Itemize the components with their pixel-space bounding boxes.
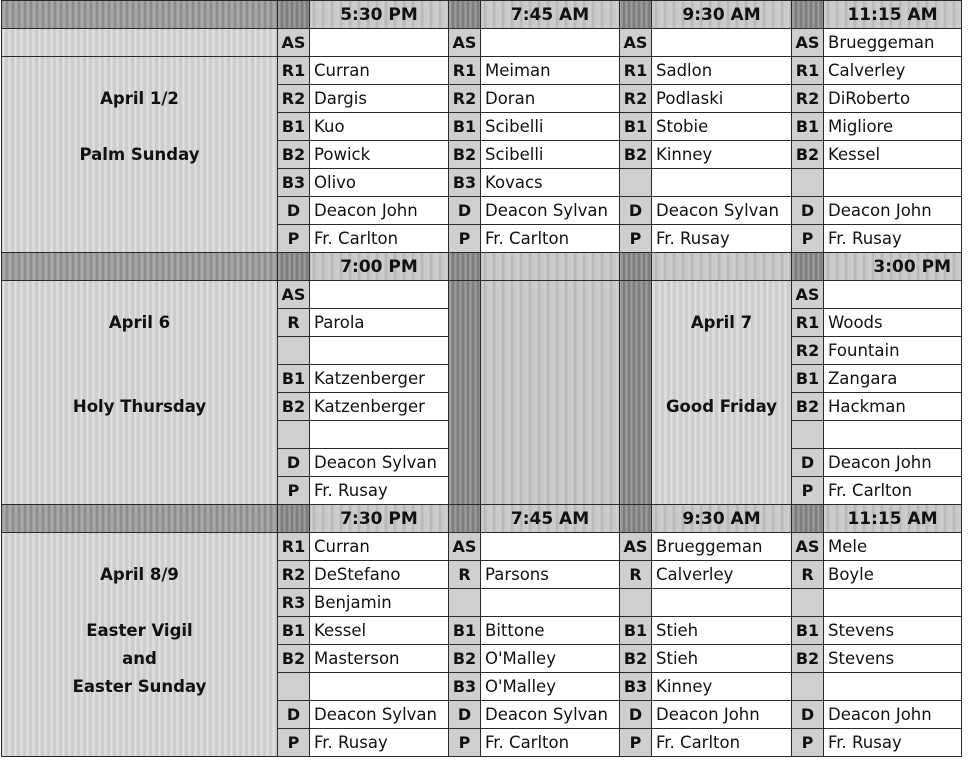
minister-name: Fr. Carlton [310,225,449,253]
role-code [449,589,481,617]
minister-name: Doran [481,85,620,113]
minister-name: Brueggeman [824,29,962,57]
minister-name: Powick [310,141,449,169]
date-label: April 1/2 [100,89,179,108]
minister-name: Woods [824,309,962,337]
header-rank-spacer [278,253,310,281]
role-code: B2 [620,141,652,169]
occasion-label: and [122,649,157,668]
role-code: D [278,449,310,477]
minister-name: Deacon Sylvan [481,197,620,225]
role-code [278,337,310,365]
table-row [2,29,962,57]
role-code: P [278,477,310,505]
date-label-cell [2,533,278,757]
occasion-label: April 8/9 [100,565,179,584]
minister-name: Stevens [824,617,962,645]
role-code: R [620,561,652,589]
unused-column [620,281,652,505]
role-code: R2 [792,337,824,365]
spacer [2,365,277,393]
role-code: P [792,729,824,757]
minister-name [481,533,620,561]
role-code [278,673,310,701]
minister-name: Fr. Rusay [310,729,449,757]
role-code [278,421,310,449]
header-rank-spacer [792,253,824,281]
minister-name [824,169,962,197]
minister-name: Kinney [652,141,792,169]
role-code: P [278,225,310,253]
minister-name: Bittone [481,617,620,645]
role-code: B2 [792,141,824,169]
role-code: D [278,701,310,729]
role-code: B1 [449,113,481,141]
role-code: D [792,449,824,477]
role-code: AS [792,281,824,309]
minister-name: Hackman [824,393,962,421]
schedule-body [2,1,962,757]
minister-name: O'Malley [481,673,620,701]
minister-name: Fr. Carlton [481,729,620,757]
role-code: B2 [792,393,824,421]
role-code: P [792,225,824,253]
spacer [2,337,277,365]
date-label-cell [2,57,278,253]
minister-name: Fr. Rusay [824,225,962,253]
minister-name [824,673,962,701]
minister-name: Deacon John [824,701,962,729]
minister-name: Scibelli [481,141,620,169]
role-code: B1 [620,617,652,645]
role-code: B3 [620,673,652,701]
minister-name: Katzenberger [310,393,449,421]
role-code: B3 [449,169,481,197]
occasion-label: Palm Sunday [79,145,200,164]
date-label-cell [652,281,792,505]
role-code [792,421,824,449]
role-code [792,589,824,617]
minister-name [652,169,792,197]
role-code: B2 [278,645,310,673]
minister-name: Deacon John [310,197,449,225]
role-code: B3 [278,169,310,197]
role-code: P [792,477,824,505]
header-rank-spacer [792,1,824,29]
role-code: D [792,197,824,225]
minister-name: Parola [310,309,449,337]
header-rank-spacer [449,253,481,281]
minister-name [310,29,449,57]
minister-name: Deacon Sylvan [481,701,620,729]
role-code: R1 [449,57,481,85]
minister-name: Fr. Carlton [824,477,962,505]
role-code: B2 [449,645,481,673]
role-code: B1 [792,365,824,393]
minister-name: Zangara [824,365,962,393]
minister-name: Deacon John [824,449,962,477]
minister-name: Scibelli [481,113,620,141]
role-code: AS [620,533,652,561]
occasion-label: Easter Sunday [72,677,207,696]
role-code: R1 [792,309,824,337]
minister-name [652,29,792,57]
role-code: R2 [620,85,652,113]
date-label: April 7 [690,313,753,332]
table-row [2,57,962,85]
table-row [2,533,962,561]
label-blank-cell [2,29,278,57]
minister-name: DeStefano [310,561,449,589]
role-code: R3 [278,589,310,617]
minister-name: Boyle [824,561,962,589]
header-rank-spacer [278,505,310,533]
role-code: R1 [792,57,824,85]
time-header: 7:45 AM [481,1,620,29]
role-code: B1 [278,113,310,141]
role-code: B2 [278,393,310,421]
role-code: P [620,729,652,757]
minister-name: Deacon Sylvan [310,701,449,729]
role-code: B2 [278,141,310,169]
role-code: B2 [449,141,481,169]
role-code: AS [449,29,481,57]
header-rank-spacer [449,505,481,533]
spacer [2,113,277,141]
role-code: AS [620,29,652,57]
spacer [2,589,277,617]
minister-name: O'Malley [481,645,620,673]
role-code: D [449,197,481,225]
minister-name: Podlaski [652,85,792,113]
minister-name [310,281,449,309]
role-code: B2 [620,645,652,673]
role-code: R2 [278,85,310,113]
header-blank-cell [2,505,278,533]
minister-name: Fr. Rusay [824,729,962,757]
role-code: D [792,701,824,729]
minister-name: Fr. Carlton [652,729,792,757]
role-code: B1 [449,617,481,645]
minister-name: Masterson [310,645,449,673]
role-code: R2 [278,561,310,589]
minister-name [481,29,620,57]
minister-name [310,673,449,701]
minister-name: Calverley [652,561,792,589]
minister-name: Brueggeman [652,533,792,561]
role-code: AS [449,533,481,561]
minister-name: Parsons [481,561,620,589]
role-code: D [620,701,652,729]
role-code: P [620,225,652,253]
minister-name [824,281,962,309]
minister-name: Stieh [652,645,792,673]
role-code: D [620,197,652,225]
role-code: B1 [278,617,310,645]
header-row [2,1,962,29]
minister-name: Mele [824,533,962,561]
date-label: April 6 [108,313,171,332]
role-code: B1 [792,617,824,645]
minister-name: Fr. Rusay [310,477,449,505]
role-code: B1 [278,365,310,393]
header-rank-spacer [449,1,481,29]
minister-name [481,589,620,617]
role-code: D [449,701,481,729]
role-code: R [792,561,824,589]
minister-name: Kuo [310,113,449,141]
header-blank-cell [652,253,792,281]
role-code [792,169,824,197]
role-code: B2 [792,645,824,673]
minister-name: Kessel [310,617,449,645]
time-header: 5:30 PM [310,1,449,29]
minister-name: Stobie [652,113,792,141]
role-code: B3 [449,673,481,701]
schedule-table [1,0,962,757]
role-code: B1 [792,113,824,141]
role-code: R [278,309,310,337]
role-code: R2 [449,85,481,113]
time-header: 11:15 AM [824,1,962,29]
time-header: 11:15 AM [824,505,962,533]
header-blank-cell [481,253,620,281]
minister-name [310,421,449,449]
role-code [620,169,652,197]
header-row [2,253,962,281]
time-header: 9:30 AM [652,505,792,533]
role-code: R1 [278,57,310,85]
header-blank-cell [2,1,278,29]
role-code: AS [792,533,824,561]
minister-name: Kovacs [481,169,620,197]
header-rank-spacer [620,1,652,29]
role-code: AS [792,29,824,57]
minister-name: Kessel [824,141,962,169]
minister-name: Curran [310,533,449,561]
occasion-label: Good Friday [666,397,777,416]
role-code: D [278,197,310,225]
role-code: R1 [620,57,652,85]
role-code: R1 [278,533,310,561]
role-code: B1 [620,113,652,141]
role-code: P [449,729,481,757]
minister-name: Migliore [824,113,962,141]
header-row [2,505,962,533]
header-rank-spacer [278,1,310,29]
minister-name: Katzenberger [310,365,449,393]
occasion-label: Easter Vigil [86,621,193,640]
minister-name: Sadlon [652,57,792,85]
header-rank-spacer [620,253,652,281]
spacer [652,337,791,365]
occasion-label: Holy Thursday [72,397,207,416]
minister-name: Kinney [652,673,792,701]
minister-name: Dargis [310,85,449,113]
unused-column [481,281,620,505]
date-label-cell [2,281,278,505]
minister-name: Fountain [824,337,962,365]
time-header: 3:00 PM [824,253,962,281]
role-code [792,673,824,701]
minister-name [824,421,962,449]
minister-name [824,589,962,617]
time-header: 7:00 PM [310,253,449,281]
header-blank-cell [2,253,278,281]
header-rank-spacer [620,505,652,533]
time-header: 7:30 PM [310,505,449,533]
minister-name: Stevens [824,645,962,673]
role-code: P [449,225,481,253]
minister-name: Stieh [652,617,792,645]
minister-name: Benjamin [310,589,449,617]
time-header: 7:45 AM [481,505,620,533]
role-code [620,589,652,617]
unused-column [449,281,481,505]
minister-name: Deacon John [824,197,962,225]
header-rank-spacer [792,505,824,533]
role-code: P [278,729,310,757]
minister-name: Deacon Sylvan [310,449,449,477]
minister-name: Curran [310,57,449,85]
role-code: R2 [792,85,824,113]
time-header: 9:30 AM [652,1,792,29]
role-code: R [449,561,481,589]
minister-name [310,337,449,365]
minister-name: Fr. Rusay [652,225,792,253]
minister-name: Deacon John [652,701,792,729]
minister-name: Calverley [824,57,962,85]
minister-name: Fr. Carlton [481,225,620,253]
schedule-document [1,0,962,757]
minister-name: Deacon Sylvan [652,197,792,225]
minister-name: Olivo [310,169,449,197]
minister-name [652,589,792,617]
role-code: AS [278,281,310,309]
minister-name: DiRoberto [824,85,962,113]
spacer [652,365,791,393]
minister-name: Meiman [481,57,620,85]
table-row [2,281,962,309]
role-code: AS [278,29,310,57]
